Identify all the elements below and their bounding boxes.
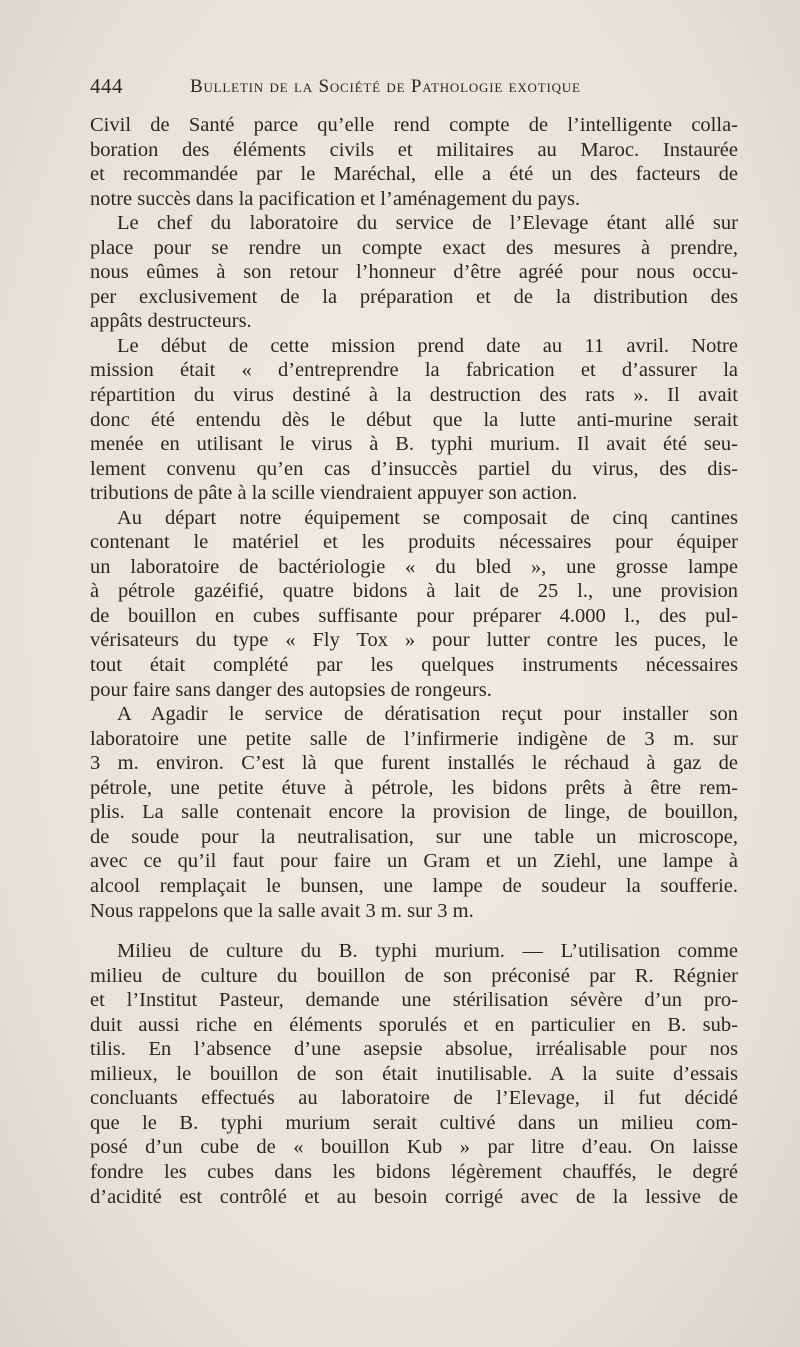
text-line: et l’Institut Pasteur, demande une stérilisation sévère d’un pro- bbox=[90, 989, 738, 1012]
text-line: appâts destructeurs. bbox=[90, 310, 252, 333]
text-line: fondre les cubes dans les bidons légèrement chauffés, le degré bbox=[90, 1160, 738, 1183]
text-line: donc été entendu dès le début que la lutte anti-murine serait bbox=[90, 408, 738, 431]
text-line: milieux, le bouillon de son était inutilisable. A la suite d’essais bbox=[90, 1062, 738, 1085]
text-line: Milieu de culture du B. typhi murium. — L’utilisation comme bbox=[117, 940, 738, 963]
page-number: 444 bbox=[90, 74, 123, 98]
text-line: vérisateurs du type « Fly Tox » pour lutter contre les puces, le bbox=[90, 629, 738, 652]
text-line: nous eûmes à son retour l’honneur d’être agréé pour nous occu- bbox=[90, 261, 738, 284]
text-line: posé d’un cube de « bouillon Kub » par litre d’eau. On laisse bbox=[90, 1136, 738, 1159]
text-line: et recommandée par le Maréchal, elle a été un des facteurs de bbox=[90, 163, 738, 186]
text-line: Civil de Santé parce qu’elle rend compte de l’intelligente colla- bbox=[90, 114, 738, 136]
text-line: avec ce qu’il faut pour faire un Gram et un Ziehl, une lampe à bbox=[90, 850, 738, 873]
text-line: 3 m. environ. C’est là que furent installés le réchaud à gaz de bbox=[90, 752, 738, 775]
text-line: à pétrole gazéifié, quatre bidons à lait de 25 l., une provision bbox=[90, 580, 738, 603]
text-line: mission était « d’entreprendre la fabrication et d’assurer la bbox=[90, 359, 738, 382]
text-line: tributions de pâte à la scille viendraient appuyer son action. bbox=[90, 482, 578, 505]
text-line: d’acidité est contrôlé et au besoin corrigé avec de la lessive de bbox=[90, 1185, 738, 1208]
text-line: notre succès dans la pacification et l’aménagement du pays. bbox=[90, 187, 581, 210]
section-gap bbox=[90, 923, 738, 939]
text-line: lement convenu qu’en cas d’insuccès partiel du virus, des dis- bbox=[90, 457, 738, 480]
text-line: plis. La salle contenait encore la provision de linge, de bouillon, bbox=[90, 801, 738, 824]
text-line: un laboratoire de bactériologie « du bled », une grosse lampe bbox=[90, 555, 738, 578]
text-line: Le chef du laboratoire du service de l’Elevage étant allé sur bbox=[117, 212, 738, 235]
text-line: laboratoire une petite salle de l’infirmerie indigène de 3 m. sur bbox=[90, 727, 738, 750]
text-line: de bouillon en cubes suffisante pour préparer 4.000 l., des pul- bbox=[90, 604, 738, 627]
text-line: que le B. typhi murium serait cultivé dans un milieu com- bbox=[90, 1111, 738, 1134]
text-line: alcool remplaçait le bunsen, une lampe de soudeur la soufferie. bbox=[90, 874, 738, 897]
page-header bbox=[90, 74, 730, 104]
text-line: pour faire sans danger des autopsies de rongeurs. bbox=[90, 678, 492, 701]
text-line: place pour se rendre un compte exact des mesures à prendre, bbox=[90, 236, 738, 259]
text-line: A Agadir le service de dératisation reçut pour installer son bbox=[117, 703, 738, 726]
text-line: de soude pour la neutralisation, sur une table un microscope, bbox=[90, 825, 738, 848]
text-line: concluants effectués au laboratoire de l’Elevage, il fut décidé bbox=[90, 1087, 738, 1110]
text-line: Nous rappelons que la salle avait 3 m. sur 3 m. bbox=[90, 899, 474, 922]
text-line: tilis. En l’absence d’une asepsie absolue, irréalisable pour nos bbox=[90, 1038, 738, 1061]
text-line: contenant le matériel et les produits nécessaires pour équiper bbox=[90, 531, 738, 554]
text-line: répartition du virus destiné à la destruction des rats ». Il avait bbox=[90, 384, 738, 407]
text-line: Le début de cette mission prend date au 11 avril. Notre bbox=[117, 334, 738, 357]
text-line: menée en utilisant le virus à B. typhi murium. Il avait été seu- bbox=[90, 433, 738, 456]
text-line: per exclusivement de la préparation et de la distribution des bbox=[90, 285, 738, 308]
body-text bbox=[90, 113, 738, 1209]
running-title: Bulletin de la Société de Pathologie exotique bbox=[190, 76, 581, 97]
text-line: Au départ notre équipement se composait de cinq cantines bbox=[117, 506, 738, 529]
text-line: duit aussi riche en éléments sporulés et en particulier en B. sub- bbox=[90, 1013, 738, 1036]
text-line: boration des éléments civils et militaires au Maroc. Instaurée bbox=[90, 138, 738, 161]
text-line: milieu de culture du bouillon de son préconisé par R. Régnier bbox=[90, 964, 738, 987]
text-line: pétrole, une petite étuve à pétrole, les bidons prêts à être rem- bbox=[90, 776, 738, 799]
text-line: tout était complété par les quelques instruments nécessaires bbox=[90, 654, 738, 677]
